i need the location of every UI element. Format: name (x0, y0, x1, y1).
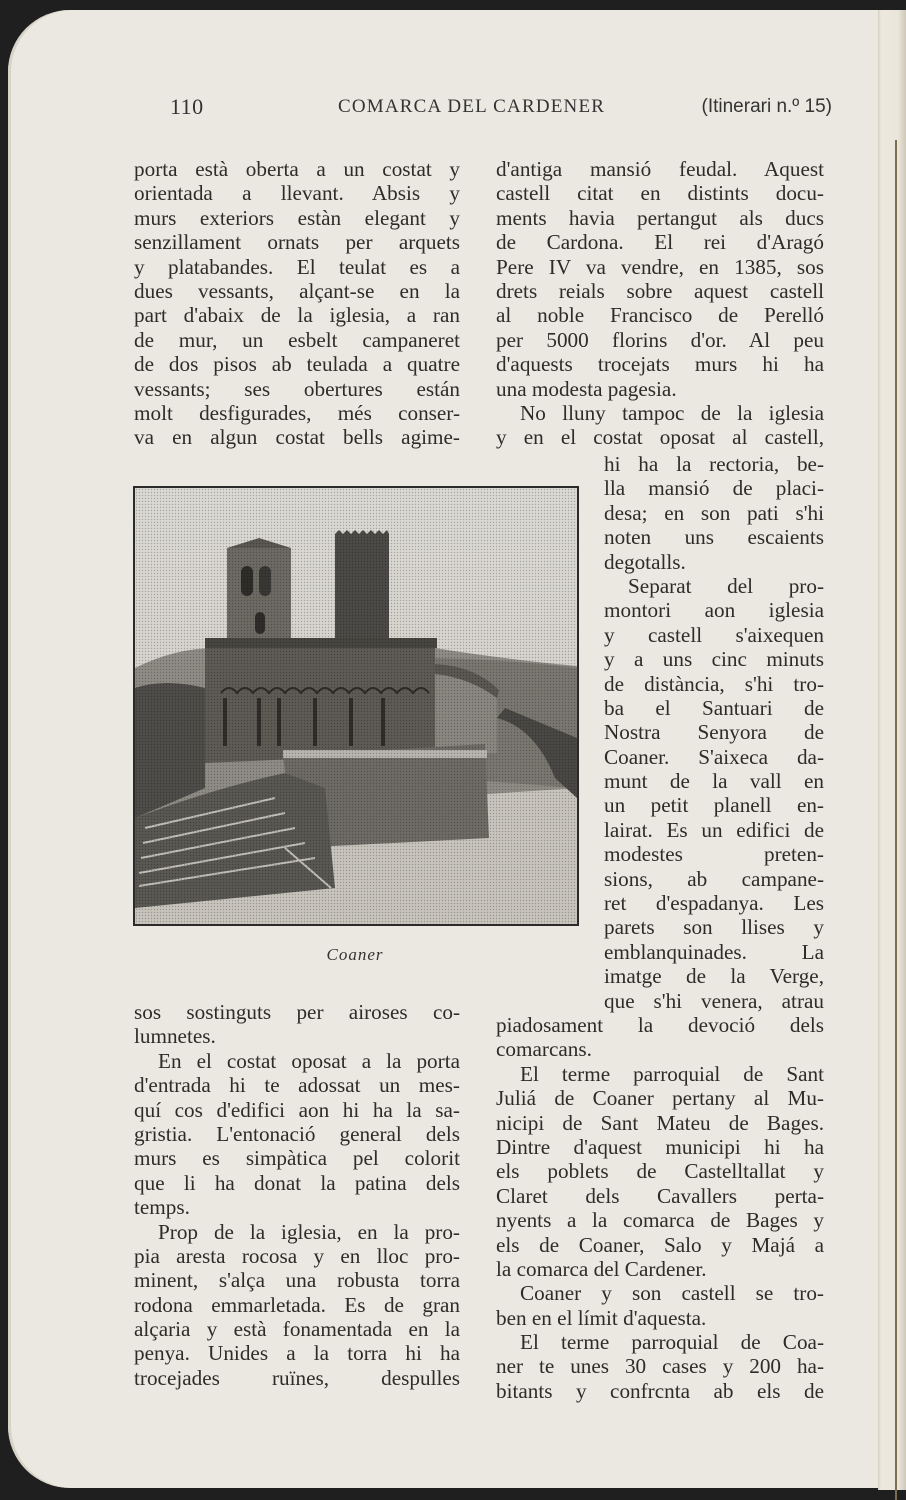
right-column-narrow (604, 452, 824, 1013)
text-line: els poblets de Castelltallat y (496, 1159, 824, 1184)
text-line: porta està oberta a un costat y (134, 157, 460, 181)
text-line: senzillament ornats per arquets (134, 230, 460, 255)
text-line: una modesta pagesia. (496, 376, 677, 401)
text-line: noten uns escaients (604, 525, 824, 550)
text-line: murs es simpàtica pel colorit (134, 1146, 460, 1171)
text-line: pia aresta rocosa y en lloc pro- (134, 1243, 460, 1268)
text-line: El terme parroquial de Coa- (520, 1330, 824, 1355)
figure-caption: Coaner (326, 945, 384, 964)
text-line: modestes preten- (604, 842, 824, 867)
book-spine (878, 10, 906, 1490)
text-line: No lluny tampoc de la iglesia (520, 400, 824, 425)
text-line: y castell s'aixequen (604, 622, 824, 647)
text-line: que li ha donat la patina dels (134, 1170, 460, 1195)
text-line: emblanquinades. La (604, 939, 824, 964)
text-line: castell citat en distints docu- (496, 181, 824, 206)
text-line: y a uns cinc minuts (604, 647, 824, 672)
page-number: 110 (170, 94, 204, 119)
text-line: temps. (134, 1195, 190, 1220)
text-line: ba el Santuari de (604, 695, 824, 720)
text-line: d'entrada hi te adossat un mes- (134, 1073, 460, 1098)
text-line: El terme parroquial de Sant (520, 1061, 824, 1086)
text-line: ments havia pertangut als ducs (496, 205, 824, 230)
text-line: de Cardona. El rei d'Aragó (496, 230, 824, 255)
text-line: de mur, un esbelt campaneret (134, 327, 460, 352)
text-line: munt de la vall en (604, 769, 824, 794)
text-line: degotalls. (604, 549, 686, 574)
text-line: Separat del pro- (628, 573, 824, 598)
text-line: ben en el límit d'aquesta. (496, 1305, 707, 1330)
text-line: al noble Francisco de Perelló (496, 303, 824, 328)
text-line: imatge de la Verge, (604, 964, 824, 989)
text-line: En el costat oposat a la porta (158, 1048, 460, 1073)
text-line: hi ha la rectoria, be- (604, 452, 824, 476)
text-line: Claret dels Cavallers perta- (496, 1183, 824, 1208)
text-line: alçaria y està fonamentada en la (134, 1317, 460, 1342)
text-line: Coaner y son castell se tro- (520, 1281, 824, 1306)
text-line: trocejades ruïnes, despulles (134, 1365, 460, 1390)
text-line: molt desfigurades, més conser- (134, 400, 460, 425)
text-line: que s'hi venera, atrau (604, 988, 824, 1013)
text-line: Dintre d'aquest municipi hi ha (496, 1134, 824, 1159)
text-line: d'aquests trocejats murs hi ha (496, 352, 824, 377)
text-line: nicipi de Sant Mateu de Bages. (496, 1110, 824, 1135)
text-line: va en algun costat bells agime- (134, 425, 460, 450)
text-line: penya. Unides a la torra hi ha (134, 1341, 460, 1366)
text-line: murs exteriors estàn elegant y (134, 205, 460, 230)
photo-illustration (135, 488, 577, 924)
spine-edge (895, 140, 897, 1500)
text-line: dues vessants, alçant-se en la (134, 278, 460, 303)
photo-coaner-church (133, 486, 579, 926)
text-line: comarcans. (496, 1037, 592, 1062)
running-header (0, 94, 906, 124)
text-line: de distància, s'hi tro- (604, 671, 824, 696)
text-line: sions, ab campane- (604, 866, 824, 891)
text-line: rodona emmarletada. Es de gran (134, 1292, 460, 1317)
text-line: ret d'espadanya. Les (604, 891, 824, 916)
text-line: d'antiga mansió feudal. Aquest (496, 157, 824, 181)
text-line: y en el costat oposat al castell, (496, 425, 824, 450)
text-line: un petit planell en- (604, 793, 824, 818)
text-line: part d'abaix de la iglesia, a ran (134, 303, 460, 328)
text-line: quí cos d'edifici aon hi ha la sa- (134, 1097, 460, 1122)
text-line: la comarca del Cardener. (496, 1256, 707, 1281)
text-line: bitants y confrcnta ab els de (496, 1378, 824, 1403)
text-line: desa; en son pati s'hi (604, 500, 824, 525)
text-line: lla mansió de placi- (604, 476, 824, 501)
text-line: els de Coaner, Salo y Majá a (496, 1232, 824, 1257)
text-line: per 5000 florins d'or. Al peu (496, 327, 824, 352)
text-line: lumnetes. (134, 1024, 216, 1049)
text-line: drets reials sobre aquest castell (496, 278, 824, 303)
text-line: y platabandes. El teulat es a (134, 254, 460, 279)
text-line: Nostra Senyora de (604, 720, 824, 745)
left-column-bottom (134, 1000, 460, 1390)
text-line: montori aon iglesia (604, 598, 824, 623)
text-line: nyents a la comarca de Bages y (496, 1208, 824, 1233)
text-line: gristia. L'entonació general dels (134, 1121, 460, 1146)
text-line: ner te unes 30 cases y 200 ha- (496, 1354, 824, 1379)
text-line: Prop de la iglesia, en la pro- (158, 1219, 460, 1244)
text-line: sos sostinguts per airoses co- (134, 1000, 460, 1024)
itinerary-label: (Itinerari n.º 15) (701, 96, 832, 117)
text-line: vessants; ses obertures están (134, 376, 460, 401)
text-line: piadosament la devoció dels (496, 1013, 824, 1037)
text-line: minent, s'alça una robusta torra (134, 1268, 460, 1293)
text-line: Coaner. S'aixeca da- (604, 744, 824, 769)
text-line: de dos pisos ab teulada a quatre (134, 352, 460, 377)
text-line: orientada a llevant. Absis y (134, 181, 460, 206)
running-title: COMARCA DEL CARDENER (338, 96, 606, 117)
text-line: parets son llises y (604, 915, 824, 940)
left-column-top (134, 157, 460, 450)
text-line: Pere IV va vendre, en 1385, sos (496, 254, 824, 279)
right-column-top (496, 157, 824, 450)
text-line: lairat. Es un edifici de (604, 817, 824, 842)
right-column-bottom (496, 1013, 824, 1403)
text-line: Juliá de Coaner pertany al Mu- (496, 1086, 824, 1111)
